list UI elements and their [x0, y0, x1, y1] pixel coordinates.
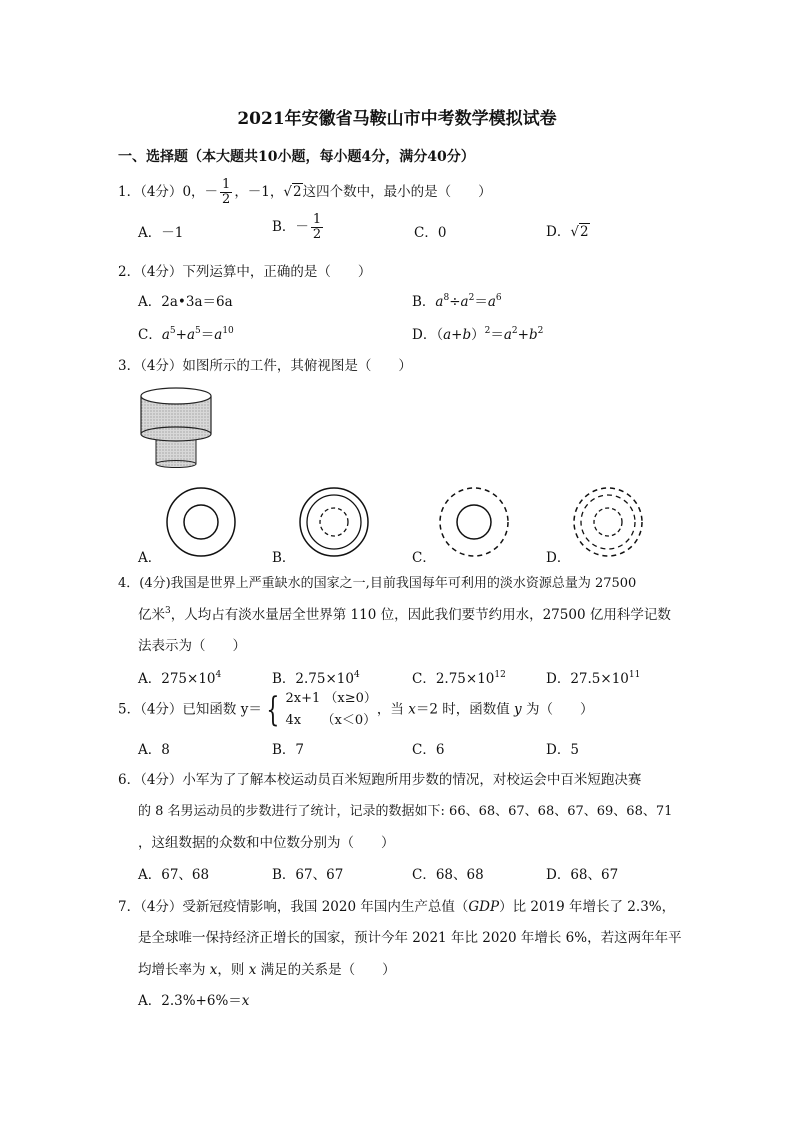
q7-option-a — [138, 989, 249, 1009]
q2-d-exp3: 2 — [537, 326, 544, 336]
q2-d-base3: b — [528, 327, 538, 343]
q5-text-b: ＝2 时，函数值 — [415, 701, 515, 718]
page-title: 2021年安徽省马鞍山市中考数学模拟试卷 — [237, 109, 557, 129]
question-4-line-2 — [138, 603, 671, 623]
q1-b-minus: － — [295, 219, 309, 235]
q4-option-c — [412, 667, 506, 687]
q1-number: 1．（4分） — [118, 184, 183, 200]
q5-text-c: 为（ ） — [521, 701, 594, 718]
q7-a-x: x — [241, 993, 250, 1009]
q4-a-exp: 4 — [215, 670, 222, 680]
q4-l2-a: 亿米 — [138, 607, 165, 623]
q2-c-label: C． — [138, 327, 162, 343]
question-7-line-1 — [118, 895, 675, 915]
q5-text-a: ，当 — [376, 701, 409, 718]
q2-option-c — [138, 323, 234, 343]
q6-option-b: B．67、67 — [272, 867, 344, 883]
sqrt-icon: √ — [283, 184, 293, 200]
q1-text-c: 这四个数中，最小的是（ ） — [302, 184, 492, 200]
q4-d-exp: 11 — [628, 670, 641, 680]
q1-d-val: 2 — [579, 224, 589, 240]
question-6-line-1: 6．（4分）小军为了了解本校运动员百米短跑所用步数的情况，对校运会中百米短跑决赛 — [118, 772, 642, 788]
q2-d-inner: a+b — [443, 327, 472, 343]
q2-c-exp1: 5 — [169, 326, 176, 336]
question-7-line-3 — [138, 958, 396, 978]
question-6-line-2: 的 8 名男运动员的步数进行了统计，记录的数据如下: 66、68、67、68、67、69、68、71 — [138, 804, 673, 819]
q2-c-base3: a — [214, 327, 223, 343]
q3-option-d-label: D． — [546, 550, 571, 566]
q3-option-c-view — [436, 484, 512, 560]
question-4-line-3: 法表示为（ ） — [138, 638, 246, 654]
q2-c-exp3: 10 — [222, 326, 234, 336]
q7-a-text: A．2.3%+6%＝ — [138, 993, 242, 1009]
q7-l3-b: ，则 — [217, 962, 249, 978]
q5-case2-expr: 4x — [285, 713, 302, 728]
q4-l2-b: ，人均占有淡水量居全世界第 110 位，因此我们要节约用水，27500 亿用科学记数 — [170, 607, 671, 623]
question-4-line-1: 4．(4分)我国是世界上严重缺水的国家之一,目前我国每年可利用的淡水资源总量为 27500 — [118, 576, 637, 591]
brace-icon: { — [266, 690, 280, 730]
q5-case-1 — [286, 688, 377, 710]
q2-d-label: D．（ — [412, 327, 444, 343]
q1-text-a: 0， — [182, 184, 205, 200]
q2-c-base2: a — [186, 327, 196, 343]
q5-case1-cond: （x≥0） — [324, 691, 377, 706]
q1-frac-num: 1 — [222, 177, 231, 192]
q4-l2-exp: 3 — [165, 606, 171, 616]
q7-l1-b: ）比 2019 年增长了 2.3%， — [499, 899, 676, 915]
workpiece-figure — [138, 386, 218, 470]
q2-option-b — [412, 290, 502, 310]
q5-option-b: B．7 — [272, 742, 305, 758]
q5-var-x: x — [408, 701, 416, 718]
q5-number: 5．（4分）已知函数 y＝ — [118, 701, 262, 718]
question-1 — [118, 178, 492, 207]
q3-option-c-label: C． — [412, 550, 436, 566]
q6-option-c: C．68、68 — [412, 867, 484, 883]
q4-c-exp: 12 — [494, 670, 506, 680]
q5-case-2 — [286, 710, 377, 732]
q5-cases — [286, 688, 377, 732]
q1-minus: － — [204, 184, 219, 200]
q2-option-d — [412, 323, 543, 343]
q1-fraction — [220, 178, 232, 207]
q7-l1-a: 7．（4分）受新冠疫情影响，我国 2020 年国内生产总值（ — [118, 899, 469, 915]
q1-option-d — [546, 220, 590, 240]
q2-b-label: B． — [412, 294, 436, 310]
q2-b-exp1: 8 — [443, 293, 450, 303]
question-5 — [118, 688, 593, 732]
q2-b-base2: a — [460, 294, 469, 310]
q1-d-sqrt — [570, 224, 589, 240]
q3-option-a-view — [163, 484, 239, 560]
question-2: 2．（4分）下列运算中，正确的是（ ） — [118, 264, 372, 280]
q7-x1: x — [209, 962, 218, 978]
question-6-line-3: ，这组数据的众数和中位数分别为（ ） — [138, 835, 395, 851]
q1-b-den: 2 — [312, 227, 322, 242]
q2-b-base3: a — [487, 294, 496, 310]
q5-option-d: D．5 — [546, 742, 579, 758]
q4-c-base: C．2.75×10 — [412, 671, 495, 687]
q3-option-b-view — [296, 484, 372, 560]
q2-c-op: + — [175, 327, 187, 343]
q2-b-exp2: 2 — [468, 293, 475, 303]
q1-b-num: 1 — [312, 212, 322, 227]
q5-case1-expr: 2x+1 — [285, 691, 321, 706]
q1-option-c: C．0 — [414, 225, 447, 241]
q4-b-base: B．2.75×10 — [272, 671, 354, 687]
q4-option-d — [546, 667, 640, 687]
q2-d-close: ） — [471, 327, 485, 343]
q5-case2-cond: （x＜0） — [321, 713, 377, 728]
q2-c-exp2: 5 — [195, 326, 201, 336]
q3-option-d-view — [570, 484, 646, 560]
sqrt-icon: √ — [570, 224, 579, 240]
q7-gdp: GDP — [468, 899, 500, 915]
q2-b-eq: ＝ — [474, 294, 488, 310]
q2-d-plus: + — [517, 327, 529, 343]
q6-option-a: A．67、68 — [138, 867, 210, 883]
q1-sqrt-val: 2 — [293, 184, 302, 200]
section-heading: 一、选择题（本大题共10小题，每小题4分，满分40分） — [118, 149, 475, 165]
q2-d-eq: ＝ — [490, 327, 504, 343]
q1-b-fraction — [311, 213, 323, 242]
q4-a-base: A．275×10 — [138, 671, 216, 687]
q1-frac-den: 2 — [222, 192, 231, 207]
q4-option-b — [272, 667, 360, 687]
q1-d-label: D． — [546, 224, 571, 240]
q1-option-b — [272, 213, 325, 242]
q1-sqrt — [283, 184, 302, 200]
q2-c-base1: a — [161, 327, 170, 343]
q1-option-a: A．－1 — [138, 225, 184, 241]
q2-option-a: A．2a•3a＝6a — [138, 294, 233, 310]
q1-text-b: ，－1， — [234, 184, 284, 200]
q7-x2: x — [248, 962, 257, 978]
q4-b-exp: 4 — [353, 670, 360, 680]
q3-option-a-label: A． — [138, 550, 162, 566]
q5-option-a: A．8 — [138, 742, 170, 758]
question-7-line-2: 是全球唯一保持经济正增长的国家，预计今年 2021 年比 2020 年增长 6%，若这两年年平 — [138, 930, 682, 946]
q4-d-base: D．27.5×10 — [546, 671, 629, 687]
q3-option-b-label: B． — [272, 550, 296, 566]
q5-var-y: y — [514, 701, 522, 718]
q2-b-base1: a — [435, 294, 444, 310]
q2-b-exp3: 6 — [495, 293, 502, 303]
q2-c-eq: ＝ — [200, 327, 215, 343]
q7-l3-a: 均增长率为 — [138, 962, 210, 978]
q7-l3-c: 满足的关系是（ ） — [256, 962, 396, 978]
q5-option-c: C．6 — [412, 742, 445, 758]
q2-d-exp2: 2 — [511, 326, 518, 336]
question-3: 3．（4分）如图所示的工件，其俯视图是（ ） — [118, 358, 412, 374]
q1-b-label: B． — [272, 219, 296, 235]
q6-option-d: D．68、67 — [546, 867, 619, 883]
q2-d-base2: a — [503, 327, 512, 343]
q2-b-op: ÷ — [449, 294, 461, 310]
q2-d-exp1: 2 — [484, 326, 491, 336]
q4-option-a — [138, 667, 221, 687]
